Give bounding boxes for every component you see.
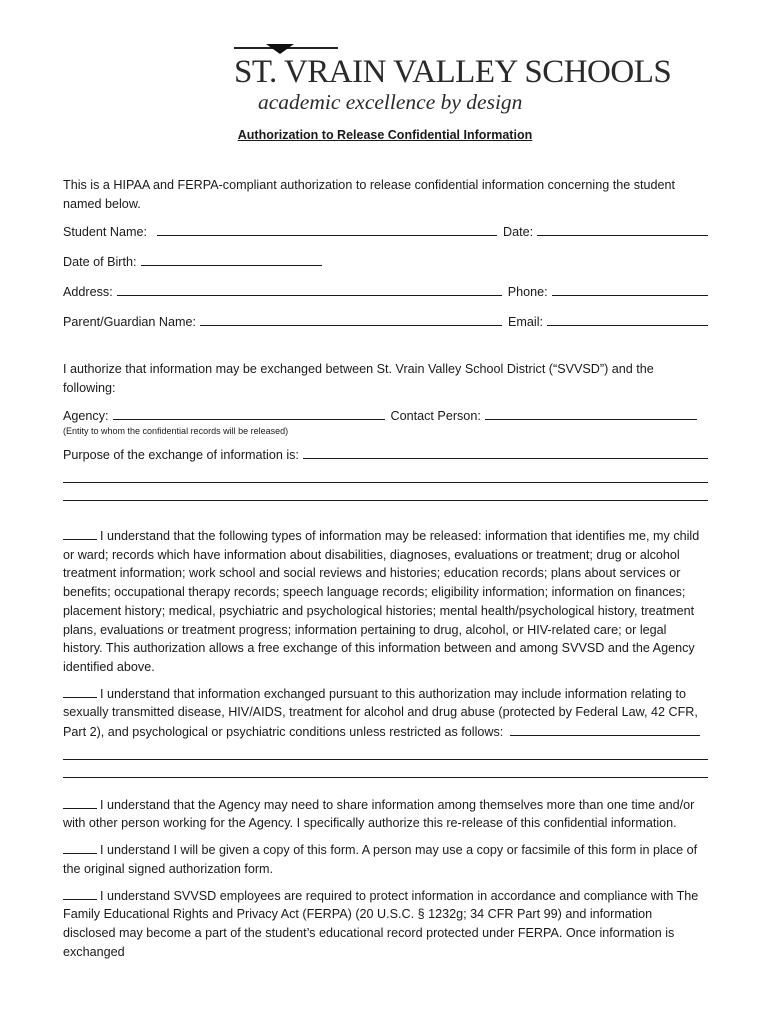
sensitive-info-initials[interactable] — [63, 685, 97, 698]
date-label: Date: — [503, 225, 534, 240]
graduation-cap-icon — [266, 44, 294, 54]
intro-text: This is a HIPAA and FERPA-compliant authorization to release confidential information concerning the student named below. — [63, 178, 676, 211]
student-name-field[interactable] — [157, 222, 497, 236]
parent-label: Parent/Guardian Name: — [63, 314, 197, 329]
form-title: Authorization to Release Confidential Information — [237, 128, 533, 142]
address-field[interactable] — [117, 282, 502, 296]
agency-label: Agency: — [63, 408, 109, 423]
email-label: Email: — [508, 314, 544, 329]
re-release-text: I understand that the Agency may need to share information among themselves more than one time and/or with other person working for the Agency. I specifically authorize this re-release of this confidential information. — [63, 797, 695, 831]
dob-row — [63, 252, 708, 272]
purpose-line-3[interactable] — [63, 483, 708, 501]
contact-person-field[interactable] — [485, 406, 697, 420]
re-release-paragraph — [63, 796, 708, 833]
re-release-initials[interactable] — [63, 796, 97, 809]
phone-label: Phone: — [507, 284, 548, 299]
copy-text: I understand I will be given a copy of this form. A person may use a copy or facsimile of this form in place of the original signed authorization form. — [63, 843, 698, 876]
ferpa-initials[interactable] — [63, 887, 97, 900]
address-label: Address: — [63, 284, 113, 299]
authorize-text: I authorize that information may be exchanged between St. Vrain Valley School District (“SVVSD”) and the following: — [63, 362, 654, 395]
purpose-label: Purpose of the exchange of information is: — [63, 448, 299, 463]
copy-initials[interactable] — [63, 841, 97, 854]
logo-name: ST. VRAIN VALLEY SCHOOLS — [234, 54, 672, 90]
parent-row — [63, 312, 708, 332]
address-row — [63, 282, 708, 302]
purpose-row — [63, 445, 708, 465]
agency-row — [63, 406, 708, 426]
purpose-field[interactable] — [303, 445, 708, 459]
sensitive-info-paragraph — [63, 685, 708, 742]
parent-field[interactable] — [200, 312, 502, 326]
district-logo — [226, 40, 672, 120]
restriction-line-3[interactable] — [63, 760, 708, 778]
release-types-initials[interactable] — [63, 527, 97, 540]
agency-note: (Entity to whom the confidential records will be released) — [63, 426, 289, 437]
purpose-line-2[interactable] — [63, 465, 708, 483]
restriction-line-2[interactable] — [63, 742, 708, 760]
sensitive-info-text: I understand that information exchanged pursuant to this authorization may include information relating to sexually transmitted disease, HIV/AIDS, treatment for alcohol and drug abuse (protected by Federal Law, 42 CFR, Part 2), and psychological or psychiatric conditions unless restricted as follows: — [63, 686, 698, 740]
date-field[interactable] — [537, 222, 708, 236]
student-name-row — [63, 222, 708, 242]
logo-tagline: academic excellence by design — [258, 90, 523, 114]
contact-person-label: Contact Person: — [390, 408, 481, 423]
dob-field[interactable] — [141, 252, 322, 266]
restriction-field[interactable] — [510, 722, 700, 736]
dob-label: Date of Birth: — [63, 255, 137, 270]
release-types-text: I understand that the following types of information may be released: information that identifies me, my child or ward; records which have information about disabilities, diagnoses, evaluations or treatment; drug or alcohol treatment information; work school and social reviews and histories; education records; plans about services or benefits; occupational therapy records; speech language records; eligibility information; information on finances; placement history; medical, psychiatric and psychological histories; mental health/psychological history, treatment plans, evaluations or treatment progress; information pertaining to drug, alcohol, or HIV-related care; or legal history. This authorization allows a free exchange of this information between and among SVVSD and the Agency identified above. — [63, 529, 700, 674]
ferpa-paragraph — [63, 887, 708, 962]
student-name-label: Student Name: — [63, 225, 148, 240]
ferpa-text: I understand SVVSD employees are required to protect information in accordance and compliance with The Family Educational Rights and Privacy Act (FERPA) (20 U.S.C. § 1232g; 34 CFR Part 99) and information disclosed may become a part of the student’s educational record protected under FERPA. Once information is exchanged — [63, 888, 699, 959]
release-types-paragraph — [63, 527, 708, 677]
email-field[interactable] — [547, 312, 708, 326]
form-body — [63, 176, 708, 961]
agency-field[interactable] — [113, 406, 385, 420]
phone-field[interactable] — [552, 282, 708, 296]
copy-paragraph — [63, 841, 708, 878]
